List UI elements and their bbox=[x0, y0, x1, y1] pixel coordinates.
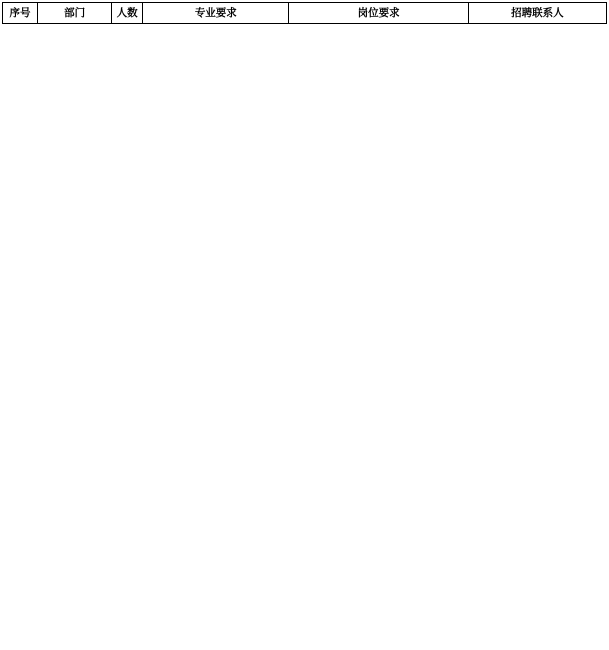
header-majors: 专业要求 bbox=[143, 3, 289, 24]
recruitment-table bbox=[2, 2, 607, 24]
header-no: 序号 bbox=[3, 3, 38, 24]
header-count: 人数 bbox=[112, 3, 143, 24]
header-requirements: 岗位要求 bbox=[289, 3, 468, 24]
table-header bbox=[3, 3, 607, 24]
header-row bbox=[3, 3, 607, 24]
header-contact: 招聘联系人 bbox=[468, 3, 606, 24]
header-dept: 部门 bbox=[38, 3, 112, 24]
